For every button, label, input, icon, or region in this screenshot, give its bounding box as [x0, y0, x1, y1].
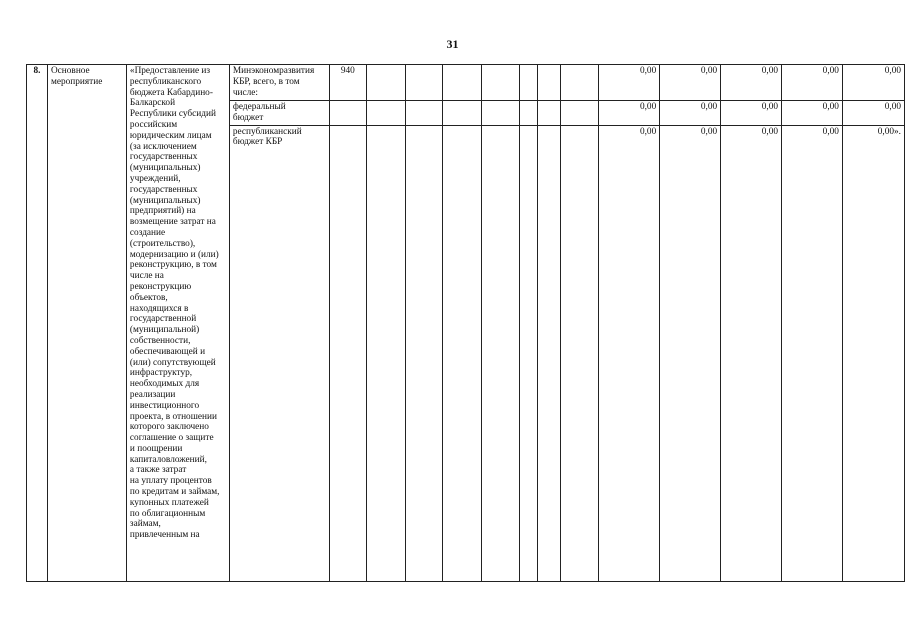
budget-table: [26, 64, 905, 582]
amount-cell: 0,00: [842, 65, 904, 101]
empty-cell: [561, 65, 599, 101]
amount-cell: 0,00: [660, 101, 721, 126]
page-number: 31: [446, 37, 459, 51]
empty-cell: [366, 65, 405, 101]
amount-cell: 0,00: [599, 65, 660, 101]
amount-cell: 0,00: [782, 65, 843, 101]
amount-cell: 0,00: [721, 101, 782, 126]
empty-cell: [442, 65, 481, 101]
empty-cell: [366, 125, 405, 581]
funding-source: федеральный бюджет: [229, 101, 329, 126]
amount-cell: 0,00: [660, 125, 721, 581]
event-type: Основное мероприятие: [47, 65, 126, 582]
empty-cell: [366, 101, 405, 126]
budget-code: [329, 125, 366, 581]
row-index: 8.: [27, 65, 48, 582]
empty-cell: [520, 65, 538, 101]
empty-cell: [442, 125, 481, 581]
empty-cell: [442, 101, 481, 126]
empty-cell: [405, 125, 442, 581]
empty-cell: [481, 125, 520, 581]
amount-cell: 0,00: [842, 101, 904, 126]
amount-cell: 0,00: [599, 125, 660, 581]
budget-code: [329, 101, 366, 126]
amount-cell: 0,00: [782, 125, 843, 581]
empty-cell: [481, 101, 520, 126]
amount-cell: 0,00: [721, 125, 782, 581]
amount-cell: 0,00: [782, 101, 843, 126]
funding-source: Минэкономразвития КБР, всего, в том числе:: [229, 65, 329, 101]
empty-cell: [538, 101, 561, 126]
empty-cell: [520, 101, 538, 126]
budget-code: 940: [329, 65, 366, 101]
table-row: [27, 65, 905, 101]
empty-cell: [538, 65, 561, 101]
amount-cell: 0,00».: [842, 125, 904, 581]
empty-cell: [405, 101, 442, 126]
amount-cell: 0,00: [599, 101, 660, 126]
funding-source: республиканский бюджет КБР: [229, 125, 329, 581]
empty-cell: [520, 125, 538, 581]
empty-cell: [561, 101, 599, 126]
empty-cell: [538, 125, 561, 581]
empty-cell: [481, 65, 520, 101]
event-description: «Предоставление из республиканского бюджета Кабардино- Балкарской Республики субсидий российским юридическим лицам (за исключением государственных (муниципальных) учреждений, государственных (муниципальных) предприятий) на возмещение затрат на создание (строительство), модернизацию и (или) реконструкцию, в том числе на реконструкцию объектов, находящихся в государственной (муниципальной) собственности, обеспечивающей и (или) сопутствующей инфраструктур, необходимых для реализации инвестиционного проекта, в отношении которого заключено соглашение о защите и поощрении капиталовложений, а также затрат на уплату процентов по кредитам и займам, купонных платежей по облигационным займам, привлеченным на: [126, 65, 229, 582]
amount-cell: 0,00: [660, 65, 721, 101]
empty-cell: [561, 125, 599, 581]
amount-cell: 0,00: [721, 65, 782, 101]
empty-cell: [405, 65, 442, 101]
